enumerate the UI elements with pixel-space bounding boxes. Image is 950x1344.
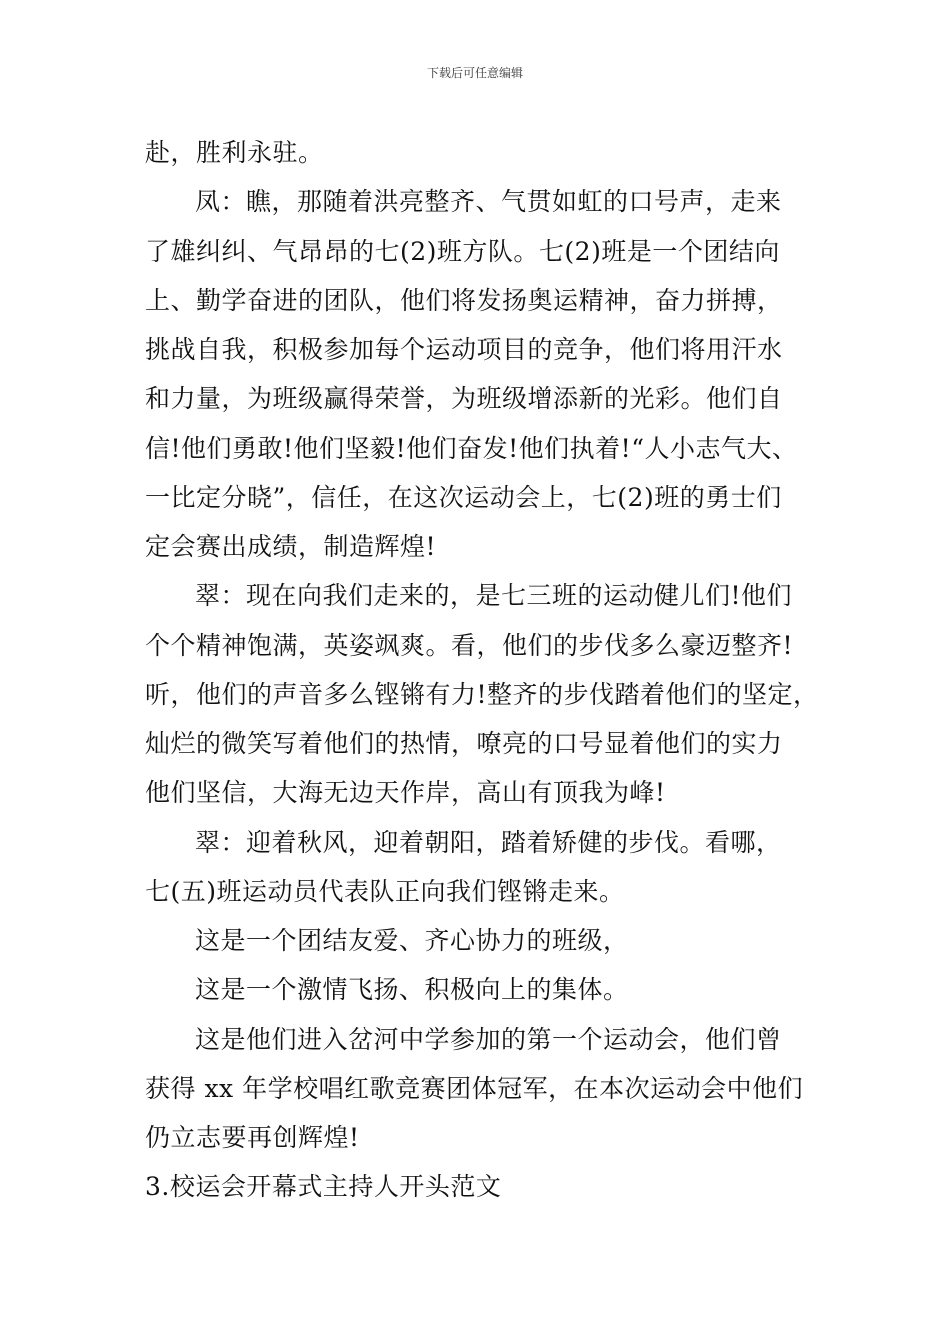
text-line: 个个精神饱满，英姿飒爽。看，他们的步伐多么豪迈整齐!: [145, 630, 794, 660]
text-line: 翠：迎着秋风，迎着朝阳，踏着矫健的步伐。看哪，: [195, 827, 782, 857]
section-heading: 3.校运会开幕式主持人开头范文: [145, 1172, 502, 1202]
text-line: 翠：现在向我们走来的，是七三班的运动健儿们!他们: [195, 581, 793, 611]
text-line: 和力量，为班级赢得荣誉，为班级增添新的光彩。他们自: [145, 384, 783, 414]
text-line: 凤：瞧，那随着洪亮整齐、气贯如虹的口号声，走来: [195, 187, 782, 217]
text-line: 这是一个团结友爱、齐心协力的班级，: [195, 926, 629, 955]
text-line: 信!他们勇敢!他们坚毅!他们奋发!他们执着!“人小志气大、: [145, 433, 798, 463]
text-line: 灿烂的微笑写着他们的热情，嘹亮的口号显着他们的实力: [145, 729, 783, 758]
text-line: 定会赛出成绩，制造辉煌!: [145, 532, 437, 561]
text-line: 挑战自我，积极参加每个运动项目的竞争，他们将用汗水: [145, 335, 783, 364]
text-line: 仍立志要再创辉煌!: [145, 1123, 360, 1152]
text-line: 听，他们的声音多么铿锵有力!整齐的步伐踏着他们的坚定，: [145, 679, 819, 709]
text-line: 这是一个激情飞扬、积极向上的集体。: [195, 975, 629, 1005]
text-line: 上、勤学奋进的团队，他们将发扬奥运精神，奋力拼搏，: [145, 285, 783, 315]
text-line: 一比定分晓”，信任，在这次运动会上，七(2)班的勇士们: [145, 482, 782, 512]
document-body: [145, 128, 835, 1212]
page-header-note: 下载后可任意编辑: [426, 66, 523, 80]
text-line: 赴，胜利永驻。: [145, 138, 324, 167]
text-line: 这是他们进入岔河中学参加的第一个运动会，他们曾: [195, 1024, 782, 1054]
text-line: 了雄纠纠、气昂昂的七(2)班方队。七(2)班是一个团结向: [145, 236, 780, 266]
text-line: 七(五)班运动员代表队正向我们铿锵走来。: [145, 876, 625, 906]
text-line: 他们坚信，大海无边天作岸，高山有顶我为峰!: [145, 778, 666, 808]
text-line: 获得 xx 年学校唱红歌竞赛团体冠军，在本次运动会中他们: [145, 1073, 804, 1103]
